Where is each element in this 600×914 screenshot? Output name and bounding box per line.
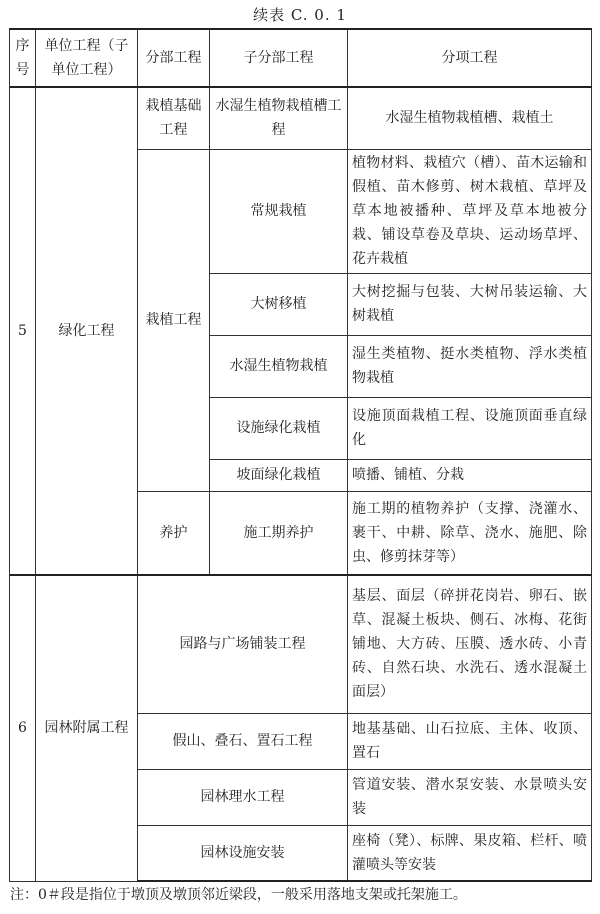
item-cell: 大树挖掘与包装、大树吊装运输、大树栽植 xyxy=(348,273,592,335)
footnote: 注：0＃段是指位于墩顶及墩顶邻近梁段，一般采用落地支架或托架施工。 xyxy=(10,887,467,903)
subdivision-cell: 设施绿化栽植 xyxy=(210,397,348,459)
header-division: 分部工程 xyxy=(138,29,210,87)
table-row xyxy=(10,87,592,149)
header-item: 分项工程 xyxy=(348,29,592,87)
item-cell: 施工期的植物养护（支撑、浇灌水、裹干、中耕、除草、浇水、施肥、除虫、修剪抹芽等） xyxy=(348,491,592,575)
subdivision-cell: 常规栽植 xyxy=(210,149,348,273)
table-caption: 续表 C. 0. 1 xyxy=(253,6,347,24)
item-cell: 设施顶面栽植工程、设施顶面垂直绿化 xyxy=(348,397,592,459)
division-cell: 园林理水工程 xyxy=(138,769,348,825)
subdivision-cell: 水湿生植物栽植 xyxy=(210,335,348,397)
division-cell: 园林设施安装 xyxy=(138,825,348,881)
item-cell: 喷播、铺植、分栽 xyxy=(348,459,592,491)
division-cell: 栽植基础工程 xyxy=(138,87,210,149)
seq-cell: 5 xyxy=(10,87,36,575)
subdivision-cell: 大树移植 xyxy=(210,273,348,335)
unit-cell: 绿化工程 xyxy=(36,87,138,575)
item-cell: 植物材料、栽植穴（槽）、苗木运输和假植、苗木修剪、树木栽植、草坪及草本地被播种、草坪及草本地被分栽、铺设草卷及草块、运动场草坪、花卉栽植 xyxy=(348,149,592,273)
project-division-table xyxy=(9,28,592,882)
subdivision-cell: 坡面绿化栽植 xyxy=(210,459,348,491)
header-unit: 单位工程（子单位工程） xyxy=(36,29,138,87)
item-cell: 座椅（凳）、标牌、果皮箱、栏杆、喷灌喷头等安装 xyxy=(348,825,592,881)
header-subdivision: 子分部工程 xyxy=(210,29,348,87)
subdivision-cell: 水湿生植物栽植槽工程 xyxy=(210,87,348,149)
subdivision-cell: 施工期养护 xyxy=(210,491,348,575)
header-row xyxy=(10,29,592,87)
header-seq: 序号 xyxy=(10,29,36,87)
seq-cell: 6 xyxy=(10,575,36,881)
unit-cell: 园林附属工程 xyxy=(36,575,138,881)
item-cell: 地基基础、山石拉底、主体、收顶、置石 xyxy=(348,713,592,769)
item-cell: 管道安装、潜水泵安装、水景喷头安装 xyxy=(348,769,592,825)
division-cell: 园路与广场铺装工程 xyxy=(138,575,348,713)
item-cell: 基层、面层（碎拼花岗岩、卵石、嵌草、混凝土板块、侧石、冰梅、花街铺地、大方砖、压膜、透水砖、小青砖、自然石块、水洗石、透水混凝土面层） xyxy=(348,575,592,713)
table-row xyxy=(10,575,592,713)
division-cell: 假山、叠石、置石工程 xyxy=(138,713,348,769)
item-cell: 水湿生植物栽植槽、栽植土 xyxy=(348,87,592,149)
division-cell: 栽植工程 xyxy=(138,149,210,491)
item-cell: 湿生类植物、挺水类植物、浮水类植物栽植 xyxy=(348,335,592,397)
division-cell: 养护 xyxy=(138,491,210,575)
